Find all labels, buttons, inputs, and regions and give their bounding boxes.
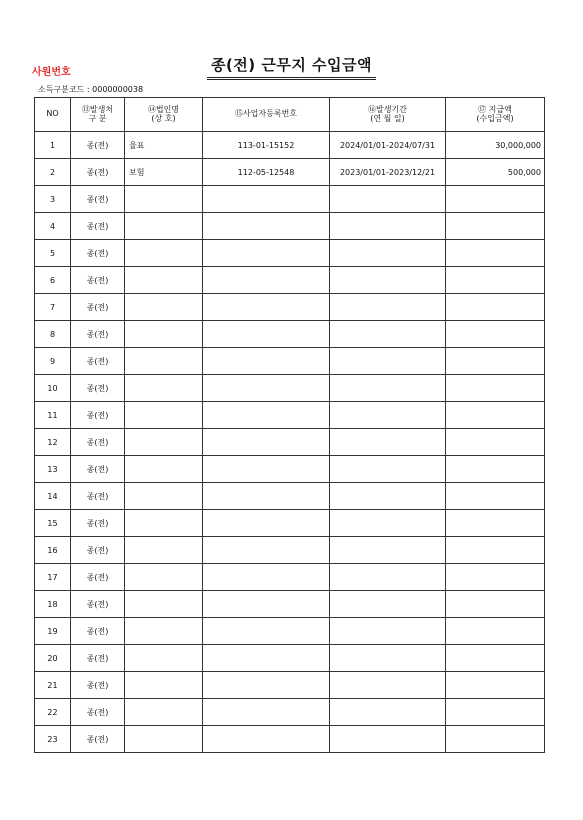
business-reg-no-cell[interactable]: 112-05-12548	[203, 159, 330, 186]
company-name-cell[interactable]	[125, 186, 203, 213]
business-reg-no-cell[interactable]	[203, 672, 330, 699]
row-number: 15	[35, 510, 71, 537]
business-reg-no-cell[interactable]	[203, 321, 330, 348]
row-number: 13	[35, 456, 71, 483]
period-cell[interactable]: 2023/01/01-2023/12/21	[330, 159, 446, 186]
table-row	[35, 402, 545, 429]
source-category-cell: 종(전)	[71, 375, 125, 402]
source-category-cell: 종(전)	[71, 564, 125, 591]
period-cell[interactable]	[330, 294, 446, 321]
table-row	[35, 348, 545, 375]
company-name-cell[interactable]	[125, 429, 203, 456]
source-category-cell: 종(전)	[71, 294, 125, 321]
period-cell[interactable]	[330, 267, 446, 294]
period-cell[interactable]	[330, 456, 446, 483]
period-cell[interactable]	[330, 591, 446, 618]
amount-cell[interactable]	[446, 267, 545, 294]
company-name-cell[interactable]	[125, 726, 203, 753]
source-category-cell: 종(전)	[71, 726, 125, 753]
table-row	[35, 483, 545, 510]
row-number: 21	[35, 672, 71, 699]
table-row	[35, 429, 545, 456]
source-category-cell: 종(전)	[71, 429, 125, 456]
table-row	[35, 645, 545, 672]
amount-cell[interactable]	[446, 672, 545, 699]
col-header-no: NO	[35, 98, 71, 132]
col-header-business-reg-no: ⑮사업자등록번호	[203, 98, 330, 132]
source-category-cell: 종(전)	[71, 159, 125, 186]
income-table	[34, 97, 545, 753]
period-cell[interactable]	[330, 375, 446, 402]
source-category-cell: 종(전)	[71, 483, 125, 510]
row-number: 9	[35, 348, 71, 375]
amount-cell[interactable]	[446, 564, 545, 591]
table-row	[35, 240, 545, 267]
company-name-cell[interactable]	[125, 267, 203, 294]
company-name-cell[interactable]	[125, 348, 203, 375]
table-row	[35, 672, 545, 699]
business-reg-no-cell[interactable]	[203, 645, 330, 672]
amount-cell[interactable]	[446, 618, 545, 645]
amount-cell[interactable]	[446, 213, 545, 240]
business-reg-no-cell[interactable]	[203, 240, 330, 267]
business-reg-no-cell[interactable]	[203, 591, 330, 618]
company-name-cell[interactable]	[125, 510, 203, 537]
source-category-cell: 종(전)	[71, 699, 125, 726]
row-number: 4	[35, 213, 71, 240]
period-cell[interactable]	[330, 564, 446, 591]
row-number: 12	[35, 429, 71, 456]
table-row	[35, 294, 545, 321]
business-reg-no-cell[interactable]	[203, 213, 330, 240]
title-text: 종(전) 근무지 수입금액	[207, 54, 376, 80]
amount-cell[interactable]	[446, 402, 545, 429]
period-cell[interactable]	[330, 699, 446, 726]
col-header-period: ⑯발생기간 (연 월 일)	[330, 98, 446, 132]
row-number: 1	[35, 132, 71, 159]
source-category-cell: 종(전)	[71, 321, 125, 348]
company-name-cell[interactable]: 율표	[125, 132, 203, 159]
company-name-cell[interactable]	[125, 537, 203, 564]
period-cell[interactable]	[330, 618, 446, 645]
table-row	[35, 132, 545, 159]
source-category-cell: 종(전)	[71, 645, 125, 672]
page-title	[0, 54, 583, 80]
table-row	[35, 267, 545, 294]
row-number: 14	[35, 483, 71, 510]
company-name-cell[interactable]	[125, 564, 203, 591]
period-cell[interactable]	[330, 726, 446, 753]
period-cell[interactable]	[330, 645, 446, 672]
table-row	[35, 726, 545, 753]
company-name-cell[interactable]	[125, 618, 203, 645]
amount-cell[interactable]	[446, 240, 545, 267]
employee-number-label: 사원번호	[32, 67, 71, 78]
row-number: 17	[35, 564, 71, 591]
company-name-cell[interactable]	[125, 294, 203, 321]
row-number: 20	[35, 645, 71, 672]
period-cell[interactable]: 2024/01/01-2024/07/31	[330, 132, 446, 159]
row-number: 8	[35, 321, 71, 348]
amount-cell[interactable]	[446, 699, 545, 726]
business-reg-no-cell[interactable]	[203, 618, 330, 645]
business-reg-no-cell[interactable]	[203, 537, 330, 564]
company-name-cell[interactable]	[125, 321, 203, 348]
business-reg-no-cell[interactable]	[203, 294, 330, 321]
business-reg-no-cell[interactable]	[203, 726, 330, 753]
row-number: 16	[35, 537, 71, 564]
company-name-cell[interactable]	[125, 483, 203, 510]
amount-cell[interactable]	[446, 321, 545, 348]
income-code-line: 소득구분코드 : 0000000038	[38, 85, 144, 94]
source-category-cell: 종(전)	[71, 402, 125, 429]
row-number: 10	[35, 375, 71, 402]
amount-cell[interactable]	[446, 726, 545, 753]
period-cell[interactable]	[330, 672, 446, 699]
company-name-cell[interactable]: 보험	[125, 159, 203, 186]
business-reg-no-cell[interactable]	[203, 348, 330, 375]
business-reg-no-cell[interactable]	[203, 375, 330, 402]
business-reg-no-cell[interactable]	[203, 699, 330, 726]
source-category-cell: 종(전)	[71, 591, 125, 618]
row-number: 23	[35, 726, 71, 753]
business-reg-no-cell[interactable]	[203, 483, 330, 510]
amount-cell[interactable]: 500,000	[446, 159, 545, 186]
row-number: 6	[35, 267, 71, 294]
period-cell[interactable]	[330, 240, 446, 267]
period-cell[interactable]	[330, 510, 446, 537]
table-row	[35, 537, 545, 564]
source-category-cell: 종(전)	[71, 240, 125, 267]
amount-cell[interactable]	[446, 456, 545, 483]
row-number: 2	[35, 159, 71, 186]
amount-cell[interactable]	[446, 510, 545, 537]
table-row	[35, 591, 545, 618]
business-reg-no-cell[interactable]	[203, 402, 330, 429]
company-name-cell[interactable]	[125, 699, 203, 726]
table-row	[35, 564, 545, 591]
row-number: 11	[35, 402, 71, 429]
amount-cell[interactable]	[446, 186, 545, 213]
row-number: 22	[35, 699, 71, 726]
amount-cell[interactable]	[446, 483, 545, 510]
col-header-amount: ⑰ 지급액 (수입금액)	[446, 98, 545, 132]
table-row	[35, 699, 545, 726]
row-number: 18	[35, 591, 71, 618]
table-row	[35, 456, 545, 483]
company-name-cell[interactable]	[125, 672, 203, 699]
row-number: 7	[35, 294, 71, 321]
company-name-cell[interactable]	[125, 240, 203, 267]
amount-cell[interactable]	[446, 537, 545, 564]
source-category-cell: 종(전)	[71, 456, 125, 483]
row-number: 3	[35, 186, 71, 213]
period-cell[interactable]	[330, 429, 446, 456]
amount-cell[interactable]	[446, 294, 545, 321]
table-header-row	[35, 98, 545, 132]
row-number: 19	[35, 618, 71, 645]
period-cell[interactable]	[330, 537, 446, 564]
company-name-cell[interactable]	[125, 375, 203, 402]
amount-cell[interactable]	[446, 591, 545, 618]
period-cell[interactable]	[330, 348, 446, 375]
source-category-cell: 종(전)	[71, 510, 125, 537]
source-category-cell: 종(전)	[71, 267, 125, 294]
business-reg-no-cell[interactable]	[203, 267, 330, 294]
business-reg-no-cell[interactable]	[203, 510, 330, 537]
company-name-cell[interactable]	[125, 591, 203, 618]
company-name-cell[interactable]	[125, 402, 203, 429]
business-reg-no-cell[interactable]	[203, 564, 330, 591]
amount-cell[interactable]: 30,000,000	[446, 132, 545, 159]
source-category-cell: 종(전)	[71, 348, 125, 375]
table-row	[35, 321, 545, 348]
company-name-cell[interactable]	[125, 213, 203, 240]
period-cell[interactable]	[330, 402, 446, 429]
company-name-cell[interactable]	[125, 456, 203, 483]
period-cell[interactable]	[330, 213, 446, 240]
amount-cell[interactable]	[446, 645, 545, 672]
table-row	[35, 510, 545, 537]
source-category-cell: 종(전)	[71, 186, 125, 213]
table-row	[35, 159, 545, 186]
table-row	[35, 186, 545, 213]
table-row	[35, 618, 545, 645]
amount-cell[interactable]	[446, 375, 545, 402]
table-row	[35, 375, 545, 402]
business-reg-no-cell[interactable]: 113-01-15152	[203, 132, 330, 159]
business-reg-no-cell[interactable]	[203, 429, 330, 456]
col-header-source-category: ⑬발생처 구 분	[71, 98, 125, 132]
row-number: 5	[35, 240, 71, 267]
amount-cell[interactable]	[446, 429, 545, 456]
period-cell[interactable]	[330, 321, 446, 348]
source-category-cell: 종(전)	[71, 537, 125, 564]
business-reg-no-cell[interactable]	[203, 186, 330, 213]
source-category-cell: 종(전)	[71, 213, 125, 240]
business-reg-no-cell[interactable]	[203, 456, 330, 483]
amount-cell[interactable]	[446, 348, 545, 375]
source-category-cell: 종(전)	[71, 618, 125, 645]
company-name-cell[interactable]	[125, 645, 203, 672]
source-category-cell: 종(전)	[71, 672, 125, 699]
table-row	[35, 213, 545, 240]
source-category-cell: 종(전)	[71, 132, 125, 159]
table-body	[35, 132, 545, 753]
period-cell[interactable]	[330, 186, 446, 213]
period-cell[interactable]	[330, 483, 446, 510]
col-header-company-name: ⑭법인명 (상 호)	[125, 98, 203, 132]
